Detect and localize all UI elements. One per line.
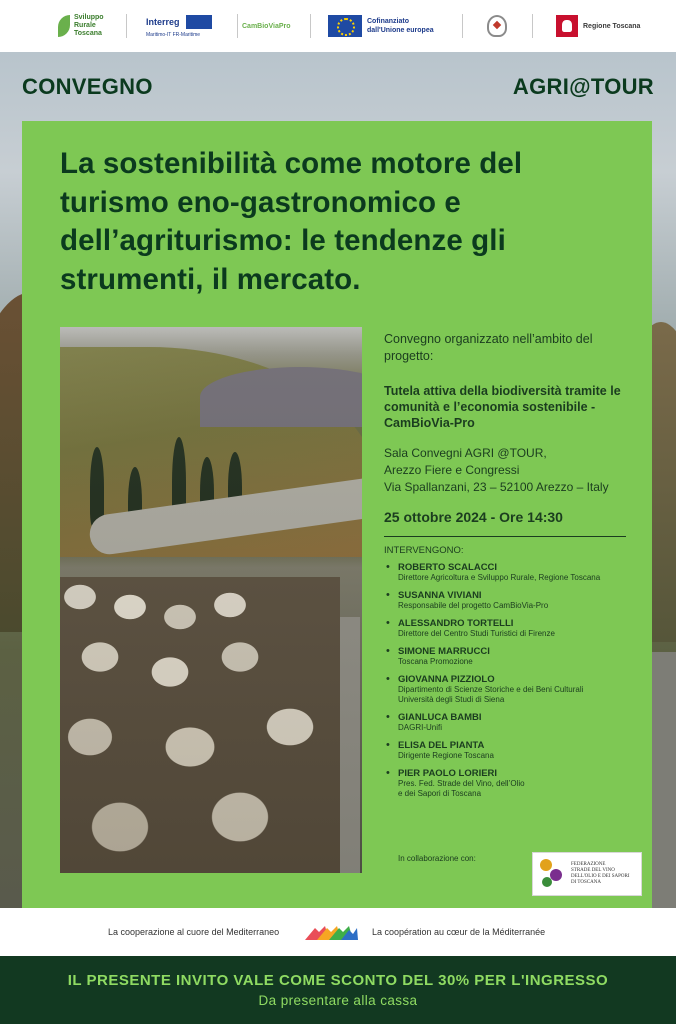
eu-flag-icon: [328, 15, 362, 37]
cambio-main: CamBio: [242, 22, 269, 30]
logo-divider: [126, 14, 127, 38]
logo-bar: [0, 0, 676, 52]
speaker-name: • SIMONE MARRUCCI: [398, 646, 490, 657]
venue-line-2: Arezzo Fiere e Congressi: [384, 463, 520, 477]
venue-line-1: Sala Convegni AGRI @TOUR,: [384, 446, 547, 460]
cambio-accent: ViaPro: [268, 22, 291, 30]
speaker-item: [384, 590, 634, 611]
federation-line-4: DI TOSCANA: [571, 880, 601, 885]
interreg-motto-strip: [0, 908, 676, 956]
logo-divider: [310, 14, 311, 38]
logo-divider: [237, 14, 238, 38]
federation-line-2: STRADE DEL VINO: [571, 868, 615, 873]
speaker-item: [384, 562, 634, 583]
speaker-item: [384, 768, 634, 799]
interreg-program: Maritimo-IT FR-Maritime: [146, 31, 201, 38]
motto-french: La coopération au cœur de la Méditerranée: [372, 927, 546, 937]
speaker-item: [384, 740, 634, 761]
divider-line: [384, 536, 626, 537]
hero-section: [0, 52, 676, 908]
intro-text: Convegno organizzato nell’ambito del progetto:: [384, 332, 593, 363]
speaker-role: Pres. Fed. Strade del Vino, dell’Olio: [398, 779, 525, 788]
logo-divider: [532, 14, 533, 38]
logo-divider: [462, 14, 463, 38]
region-name: Regione Toscana: [583, 22, 641, 30]
photo-shade: [60, 327, 362, 873]
event-type-label: CONVEGNO: [22, 74, 153, 99]
speaker-list: [384, 562, 634, 799]
federation-logo: [532, 852, 642, 896]
page-title: La sostenibilità come motore del turismo eno-gastronomico e dell’agriturismo: le tendenze gli strumenti, il mercato.: [60, 147, 523, 296]
speaker-name: • GIANLUCA BAMBI: [398, 712, 482, 723]
collaboration-label: In collaborazione con:: [398, 854, 476, 863]
speaker-role: Dirigente Regione Toscana: [398, 751, 494, 760]
federation-line-3: DELL'OLIO E DEI SAPORI: [571, 874, 630, 879]
project-name: Tutela attiva della biodiversità tramite le comunità e l’economia sostenibile - CamBioVia-Pro: [384, 384, 621, 430]
speaker-name: • ALESSANDRO TORTELLI: [398, 618, 514, 629]
event-date: 25 ottobre 2024 - Ore 14:30: [384, 509, 563, 525]
speaker-role: Dipartimento di Scienze Storiche e dei Beni Culturali: [398, 685, 584, 694]
event-info: [384, 331, 634, 806]
speaker-role: DAGRI-Unifi: [398, 723, 443, 732]
interreg-logo: [146, 8, 212, 44]
discount-footer: [0, 956, 676, 1024]
speaker-item: [384, 646, 634, 667]
sheep-flock-photo: [60, 327, 362, 873]
psr-line-2: Rurale: [74, 22, 96, 29]
eu-flag-icon: [186, 15, 212, 29]
venue-line-3: Via Spallanzani, 23 – 52100 Arezzo – Italy: [384, 480, 609, 494]
pegasus-icon: [556, 15, 578, 37]
event-brand-label: AGRI@TOUR: [512, 74, 654, 99]
speaker-role-line-2: e dei Sapori di Toscana: [398, 789, 482, 798]
speakers-heading: INTERVENGONO:: [384, 545, 464, 556]
psr-toscana-logo: [58, 8, 104, 44]
speaker-role: Toscana Promozione: [398, 657, 473, 666]
discount-instruction: Da presentare alla cassa: [258, 993, 418, 1008]
eu-line-2: dall'Unione europea: [367, 27, 434, 34]
speaker-name: • PIER PAOLO LORIERI: [398, 768, 498, 779]
eu-cofinanced-logo: [328, 8, 434, 44]
speaker-name: • ROBERTO SCALACCI: [398, 562, 498, 573]
speaker-item: [384, 618, 634, 639]
federation-line-1: FEDERAZIONE: [571, 862, 606, 867]
content-panel: [22, 121, 652, 908]
speaker-role: Direttore Agricoltura e Sviluppo Rurale, Regione Toscana: [398, 573, 601, 582]
eu-line-1: Cofinanziato: [367, 18, 409, 25]
speaker-item: [384, 674, 634, 705]
interreg-wave-icon: [303, 922, 359, 942]
speaker-role: Direttore del Centro Studi Turistici di Firenze: [398, 629, 555, 638]
discount-notice: IL PRESENTE INVITO VALE COME SCONTO DEL 30% PER L'INGRESSO: [67, 972, 609, 989]
speaker-item: [384, 712, 634, 733]
motto-italian: La cooperazione al cuore del Mediterraneo: [108, 927, 280, 937]
speaker-name: • SUSANNA VIVIANI: [398, 590, 482, 601]
speaker-name: • ELISA DEL PIANTA: [398, 740, 485, 751]
speaker-name: • GIOVANNA PIZZIOLO: [398, 674, 495, 685]
regione-toscana-logo: [556, 8, 640, 44]
interreg-name: Interreg: [146, 16, 180, 27]
speaker-role: Responsabile del progetto CamBioVia-Pro: [398, 601, 549, 610]
cambiovia-pro-logo: [242, 8, 291, 44]
italian-republic-emblem: [487, 8, 507, 44]
republic-emblem-icon: [487, 15, 507, 37]
psr-line-1: Sviluppo: [74, 14, 104, 21]
psr-line-3: Toscana: [74, 30, 102, 37]
speaker-role-line-2: Università degli Studi di Siena: [398, 695, 505, 704]
leaf-icon: [58, 15, 70, 37]
grape-olive-icon: [538, 857, 566, 891]
venue: [384, 445, 634, 496]
